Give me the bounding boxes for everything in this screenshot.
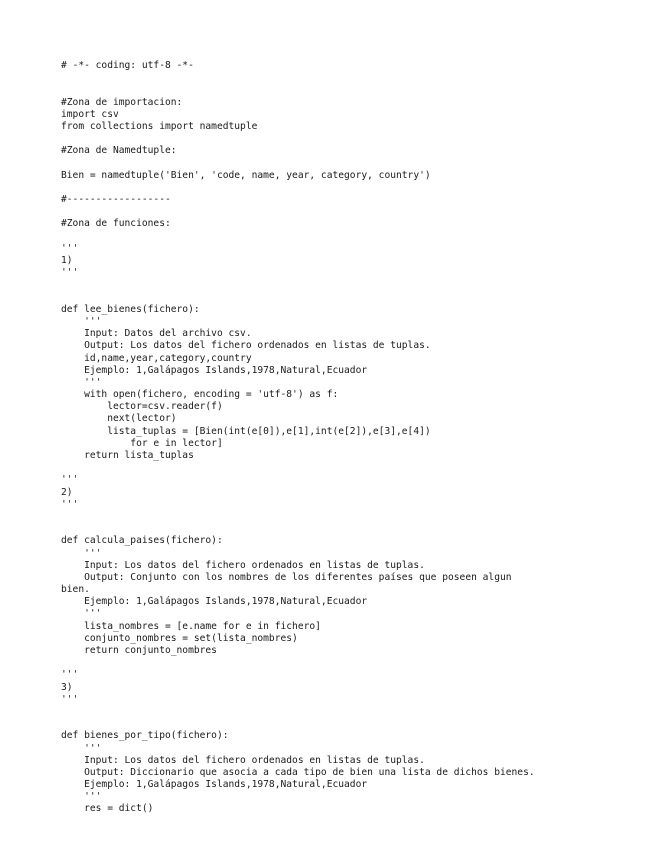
code-line: return lista_tuplas [61,450,194,461]
code-line: Output: Los datos del fichero ordenados en listas de tuplas. [61,340,431,352]
code-line [61,182,641,194]
code-line: ''' [61,547,102,559]
code-line: Input: Datos del archivo csv. [61,328,252,340]
code-line: 2) [61,486,73,498]
code-line: ''' [61,474,79,486]
code-line: ''' [61,669,79,681]
code-line: res = dict() [61,803,154,815]
code-line: 3) [61,681,73,693]
code-line: def bienes_por_tipo(fichero): [61,730,229,742]
code-line: Input: Los datos del fichero ordenados en listas de tuplas. [61,754,425,766]
code-line: import csv [61,108,119,120]
code-line: with open(fichero, encoding = 'utf-8') as f: [61,389,339,401]
code-line: next(lector) [61,413,177,425]
code-line: conjunto_nombres = set(lista_nombres) [61,632,298,644]
code-line: Bien = namedtuple('Bien', 'code, name, year, category, country') [61,169,431,181]
code-line: lista_tuplas = [Bien(int(e[0]),e[1],int(e[2]),e[3],e[4]) [61,425,431,437]
code-line [61,523,641,535]
code-line: from collections import namedtuple [61,120,258,132]
code-line [61,72,641,84]
code-line: ''' [61,242,79,254]
code-line [61,133,641,145]
code-line [61,206,641,218]
code-line: #Zona de funciones: [61,218,171,230]
code-line [61,462,641,474]
code-line: 1) [61,255,73,266]
code-line: id,name,year,category,country [61,352,252,364]
code-line: lector=csv.reader(f) [61,401,223,413]
code-line: ''' [61,693,79,705]
code-line [61,279,641,291]
code-line: return conjunto_nombres [61,645,217,656]
code-line: Ejemplo: 1,Galápagos Islands,1978,Natural,Ecuador [61,596,368,608]
code-line: lista_nombres = [e.name for e in fichero] [61,620,321,632]
code-line: ''' [61,791,102,803]
code-line [61,158,641,170]
code-line [61,718,641,730]
code-line: Ejemplo: 1,Galápagos Islands,1978,Natural,Ecuador [61,779,368,791]
code-line: Input: Los datos del fichero ordenados en listas de tuplas. [61,559,425,571]
code-line: #------------------ [61,194,171,206]
code-line [61,84,641,96]
code-line: # -*- coding: utf-8 -*- [61,60,194,71]
code-line: #Zona de Namedtuple: [61,145,177,157]
code-line: Output: Conjunto con los nombres de los diferentes países que poseen algun [61,571,512,583]
code-line: def lee_bienes(fichero): [61,303,200,315]
code-line: Ejemplo: 1,Galápagos Islands,1978,Natural,Ecuador [61,364,368,376]
code-line: #Zona de importacion: [61,96,183,108]
code-line: bien. [61,584,90,596]
code-line: ''' [61,608,102,620]
code-line: ''' [61,376,102,388]
code-line: ''' [61,267,79,279]
code-line [61,511,641,523]
code-line: Output: Diccionario que asocia a cada tipo de bien una lista de dichos bienes. [61,766,535,778]
code-line: ''' [61,742,102,754]
code-line: ''' [61,315,102,327]
code-listing [61,60,641,816]
code-line: ''' [61,498,79,510]
code-line [61,706,641,718]
code-line [61,657,641,669]
code-line [61,292,641,304]
code-line: def calcula_paises(fichero): [61,535,223,547]
code-line [61,231,641,243]
code-line: for e in lector] [61,437,223,449]
